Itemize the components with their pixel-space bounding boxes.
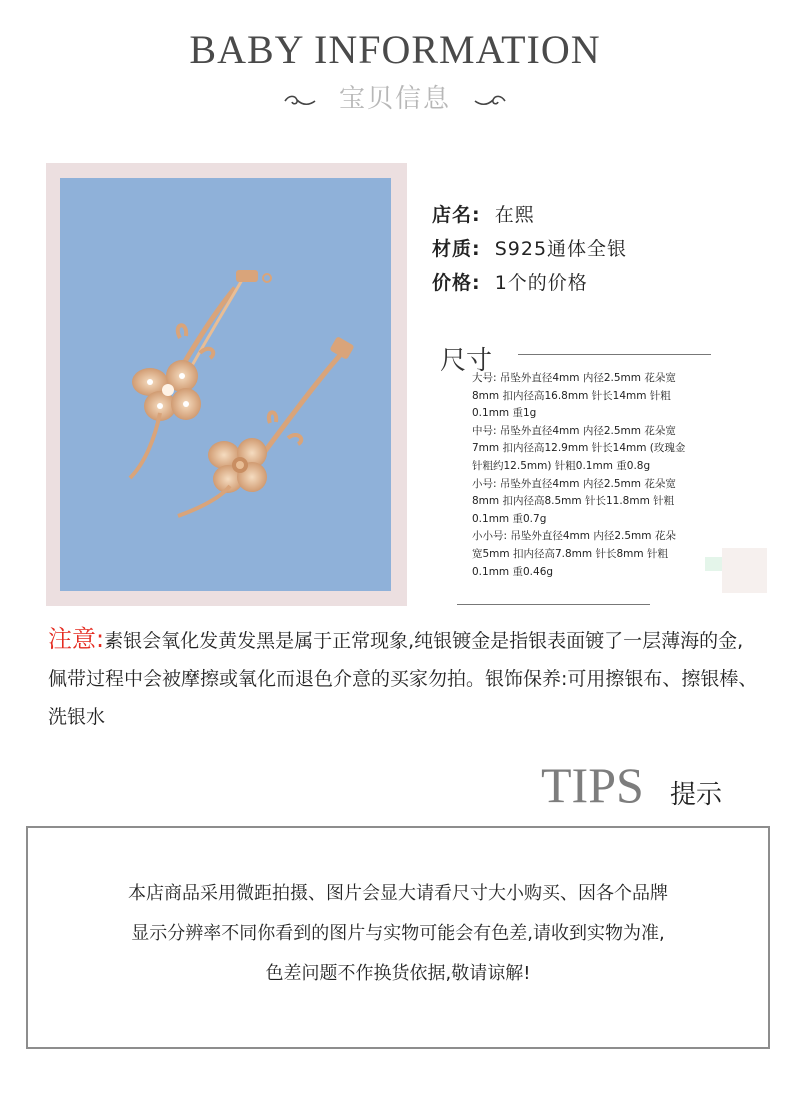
- info-row-price: [432, 268, 588, 295]
- subtitle-text: 宝贝信息: [338, 84, 451, 114]
- info-value: S925通体全银: [494, 238, 628, 260]
- size-line: 小号: 吊坠外直径4mm 内径2.5mm 花朵宽: [472, 477, 676, 490]
- info-row-material: [432, 234, 627, 261]
- info-key: 价格:: [432, 272, 481, 294]
- swirl-ornament-left-icon: [283, 85, 317, 115]
- size-line: 8mm 扣内径高8.5mm 针长11.8mm 针粗: [472, 495, 675, 508]
- size-line: 0.1mm 重0.46g: [472, 565, 554, 578]
- swirl-ornament-right-icon: [473, 85, 507, 115]
- notice-paragraph: [48, 620, 760, 736]
- page-title: BABY INFORMATION: [189, 27, 601, 72]
- decorative-block: [705, 557, 723, 571]
- divider: [457, 604, 650, 605]
- size-line: 大号: 吊坠外直径4mm 内径2.5mm 花朵宽: [472, 372, 676, 384]
- info-value: 1个的价格: [494, 272, 588, 294]
- size-spec-block: [472, 370, 722, 581]
- tips-line: 显示分辨率不同你看到的图片与实物可能会有色差,请收到实物为准,: [131, 923, 665, 944]
- info-key: 材质:: [432, 238, 481, 260]
- divider: [518, 354, 711, 355]
- decorative-block: [722, 548, 767, 593]
- size-line: 7mm 扣内径高12.9mm 针长14mm (玫瑰金: [472, 442, 686, 455]
- brooch-illustration: [60, 178, 391, 591]
- size-line: 宽5mm 扣内径高7.8mm 针长8mm 针粗: [472, 547, 668, 560]
- tips-subtitle: 提示: [670, 780, 723, 810]
- size-line: 中号: 吊坠外直径4mm 内径2.5mm 花朵宽: [472, 424, 676, 437]
- size-line: 0.1mm 重1g: [472, 407, 537, 420]
- info-row-shop: [432, 200, 535, 227]
- tips-line: 本店商品采用微距拍摄、图片会显大请看尺寸大小购买、因各个品牌: [128, 883, 668, 904]
- size-line: 8mm 扣内径高16.8mm 针长14mm 针粗: [472, 389, 671, 402]
- tips-line: 色差问题不作换货依据,敬请谅解!: [265, 963, 531, 984]
- product-photo: [60, 178, 391, 591]
- size-line: 针粗约12.5mm) 针粗0.1mm 重0.8g: [472, 459, 651, 472]
- subtitle-row: [0, 78, 790, 115]
- tips-title: TIPS: [541, 757, 644, 813]
- info-value: 在熙: [494, 204, 535, 226]
- size-line: 小小号: 吊坠外直径4mm 内径2.5mm 花朵: [472, 530, 676, 543]
- info-key: 店名:: [432, 204, 481, 226]
- tips-text: [26, 874, 770, 994]
- size-title: 尺寸: [440, 346, 493, 376]
- size-line: 0.1mm 重0.7g: [472, 512, 547, 525]
- notice-text: 素银会氧化发黄发黑是属于正常现象,纯银镀金是指银表面镀了一层薄海的金,佩带过程中会被摩擦或氧化而退色介意的买家勿拍。银饰保养:可用擦银布、擦银棒、洗银水: [48, 630, 758, 728]
- notice-label: 注意:: [48, 625, 105, 653]
